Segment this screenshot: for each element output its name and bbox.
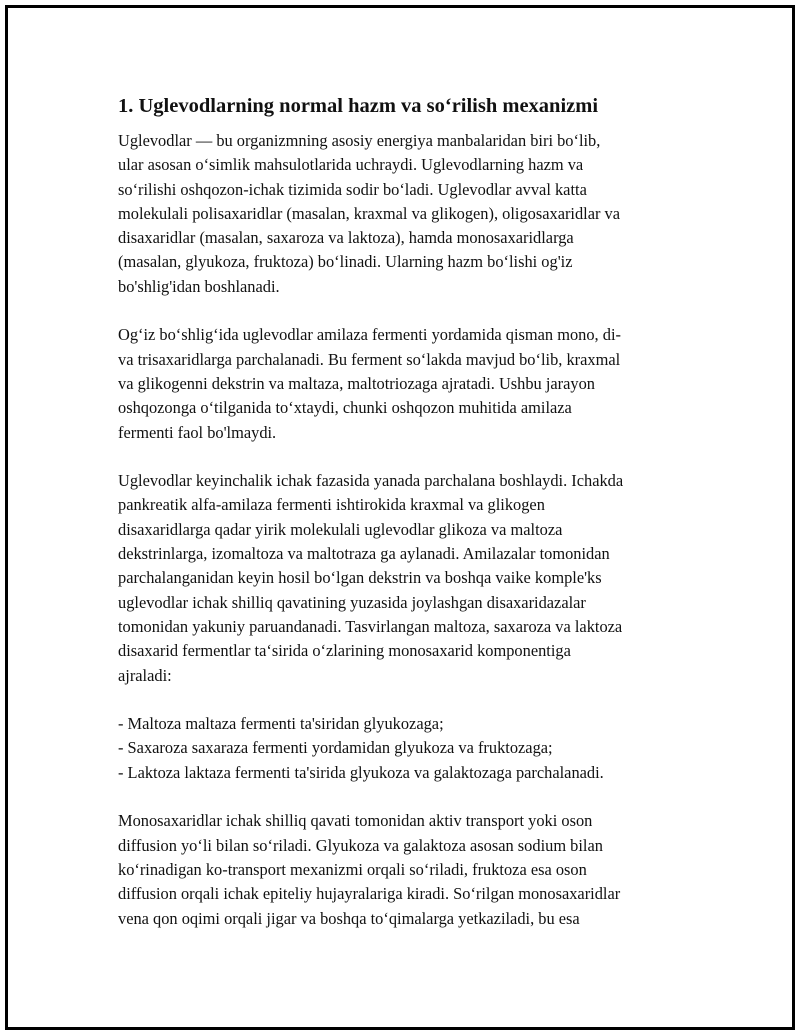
text-line: ajraladi: xyxy=(118,665,172,685)
text-line: bo'shlig'idan boshlanadi. xyxy=(118,276,280,296)
paragraph-oral-cavity xyxy=(118,323,688,444)
text-line: dekstrinlarga, izomaltoza va maltotraza ga aylanadi. Amilazalar tomonidan xyxy=(118,544,610,564)
text-line: molekulali polisaxaridlar (masalan, kraxmal va glikogen), oligosaxaridlar va xyxy=(118,203,621,223)
text-line: disaxaridlarga qadar yirik molekulali uglevodlar glikoza va maltoza xyxy=(118,519,563,539)
list-item: - Maltoza maltaza fermenti ta'siridan glyukozaga; xyxy=(118,714,444,734)
text-line: disaxaridlar (masalan, saxaroza va laktoza), hamda monosaxaridlarga xyxy=(118,228,574,248)
text-line: ko‘rinadigan ko-transport mexanizmi orqali so‘riladi, fruktoza esa oson xyxy=(118,859,587,879)
text-line: tomonidan yakuniy paruandanadi. Tasvirlangan maltoza, saxaroza va laktoza xyxy=(118,616,623,636)
text-line: vena qon oqimi orqali jigar va boshqa to‘qimalarga yetkaziladi, bu esa xyxy=(118,908,580,928)
text-line: diffusion orqali ichak epiteliy hujayralariga kiradi. So‘rilgan monosaxaridlar xyxy=(118,884,621,904)
text-line: diffusion yo‘li bilan so‘riladi. Glyukoza va galaktoza asosan sodium bilan xyxy=(118,835,603,855)
text-line: so‘rilishi oshqozon-ichak tizimida sodir bo‘ladi. Uglevodlar avval katta xyxy=(118,179,587,199)
text-line: va trisaxaridlarga parchalanadi. Bu ferment so‘lakda mavjud bo‘lib, kraxmal xyxy=(118,349,621,369)
paragraph-absorption xyxy=(118,809,688,930)
text-line: Uglevodlar — bu organizmning asosiy energiya manbalaridan biri bo‘lib, xyxy=(118,131,601,150)
text-line: disaxarid fermentlar ta‘sirida o‘zlarining monosaxarid komponentiga xyxy=(118,641,571,661)
text-line: Og‘iz bo‘shlig‘ida uglevodlar amilaza fermenti yordamida qisman mono, di- xyxy=(118,325,621,345)
text-line: parchalanganidan keyin hosil bo‘lgan dekstrin va boshqa vaike komple'ks xyxy=(118,568,602,588)
text-line: uglevodlar ichak shilliq qavatining yuzasida joylashgan disaxaridazalar xyxy=(118,592,586,612)
list-item: - Laktoza laktaza fermenti ta'sirida glyukoza va galaktozaga parchalanadi. xyxy=(118,762,604,782)
text-line: (masalan, glyukoza, fruktoza) bo‘linadi. Ularning hazm bo‘lishi og'iz xyxy=(118,252,573,272)
text-line: Monosaxaridlar ichak shilliq qavati tomonidan aktiv transport yoki oson xyxy=(118,811,593,831)
paragraph-intro xyxy=(118,129,688,299)
text-line: oshqozonga o‘tilganida to‘xtaydi, chunki oshqozon muhitida amilaza xyxy=(118,398,572,418)
text-line: Uglevodlar keyinchalik ichak fazasida yanada parchalana boshlaydi. Ichakda xyxy=(118,471,624,491)
document-body xyxy=(118,92,688,955)
text-line: ular asosan o‘simlik mahsulotlarida uchraydi. Uglevodlarning hazm va xyxy=(118,155,584,175)
text-line: fermenti faol bo'lmaydi. xyxy=(118,422,277,442)
paragraph-intestinal-phase xyxy=(118,469,688,688)
disaccharide-list xyxy=(118,712,688,785)
text-line: pankreatik alfa-amilaza fermenti ishtirokida kraxmal va glikogen xyxy=(118,495,545,515)
section-heading: 1. Uglevodlarning normal hazm va so‘rilish mexanizmi xyxy=(118,95,599,117)
text-line: va glikogenni dekstrin va maltaza, maltotriozaga ajratadi. Ushbu jarayon xyxy=(118,373,595,393)
list-item: - Saxaroza saxaraza fermenti yordamidan glyukoza va fruktozaga; xyxy=(118,738,553,758)
